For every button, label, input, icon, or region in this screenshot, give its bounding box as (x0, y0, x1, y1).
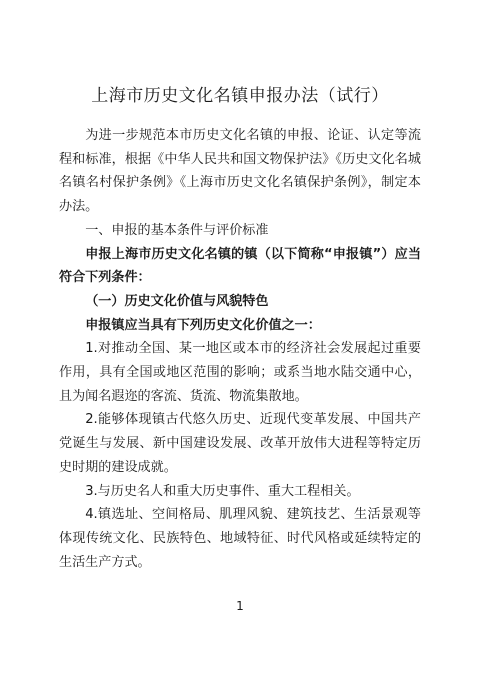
list-item-1: 1.对推动全国、某一地区或本市的经济社会发展起过重要作用，具有全国或地区范围的影响；或系当地水陆交通中心，且为闻名遐迩的客流、货流、物流集散地。 (59, 341, 421, 404)
document-body (59, 124, 421, 574)
document-title: 上海市历史文化名镇申报办法（试行） (91, 86, 389, 106)
list-item-3: 3.与历史名人和重大历史事件、重大工程相关。 (85, 483, 360, 499)
conditions-paragraph: 申报上海市历史文化名镇的镇（以下简称“申报镇”）应当符合下列条件： (59, 246, 421, 286)
page-number: 1 (236, 599, 244, 613)
value-requirement-paragraph: 申报镇应当具有下列历史文化价值之一： (85, 317, 321, 333)
section-heading-1: 一、申报的基本条件与评价标准 (85, 222, 269, 238)
list-item-4: 4.镇选址、空间格局、肌理风貌、建筑技艺、生活景观等体现传统文化、民族特色、地域特征、时代风格或延续特定的生活生产方式。 (59, 507, 421, 570)
intro-paragraph: 为进一步规范本市历史文化名镇的申报、论证、认定等流程和标准，根据《中华人民共和国文物保护法》《历史文化名城名镇名村保护条例》《上海市历史文化名镇保护条例》，制定本办法。 (59, 128, 421, 215)
subsection-heading-1: （一）历史文化价值与风貌特色 (85, 293, 269, 309)
list-item-2: 2.能够体现镇古代悠久历史、近现代变革发展、中国共产党诞生与发展、新中国建设发展、改革开放伟大进程等特定历史时期的建设成就。 (59, 412, 421, 475)
